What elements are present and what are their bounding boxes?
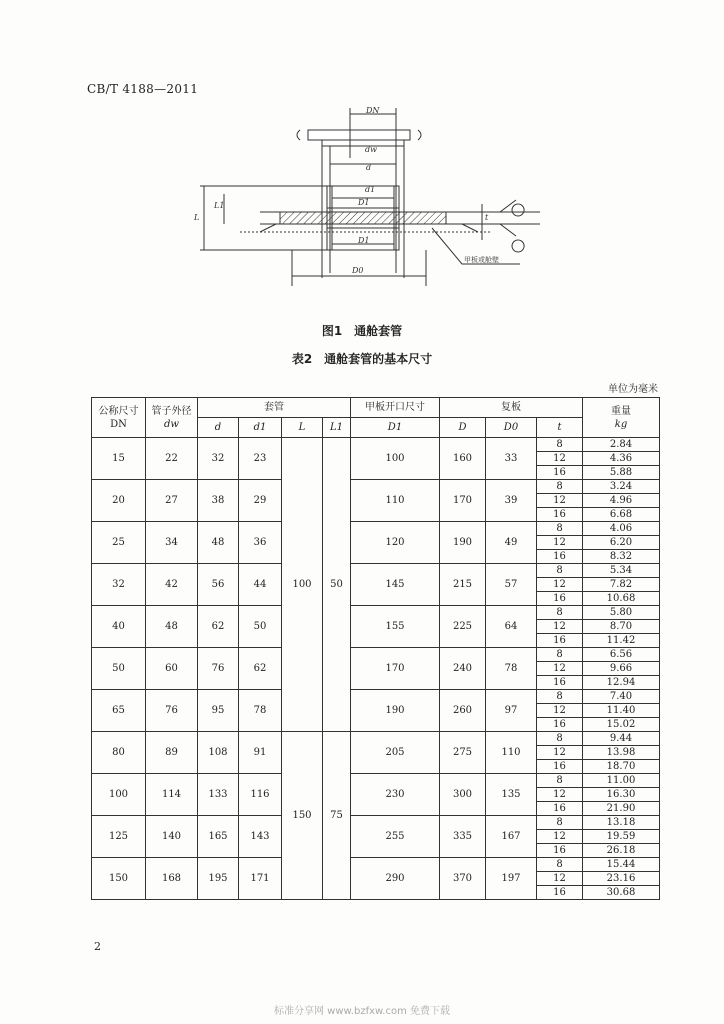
page-number: 2 bbox=[94, 940, 101, 953]
cell-dn: 32 bbox=[92, 564, 146, 606]
cell-dn: 50 bbox=[92, 648, 146, 690]
header-weight: 重量 kg bbox=[583, 398, 660, 438]
cell-t: 16 bbox=[537, 592, 583, 606]
header-D: D bbox=[440, 418, 486, 438]
cell-weight: 9.66 bbox=[583, 662, 660, 676]
cell-d: 62 bbox=[198, 606, 239, 648]
cell-dw: 114 bbox=[146, 774, 198, 816]
cell-t: 16 bbox=[537, 550, 583, 564]
cell-weight: 13.18 bbox=[583, 816, 660, 830]
cell-D1: 155 bbox=[351, 606, 440, 648]
table-caption: 表2 通舱套管的基本尺寸 bbox=[291, 352, 433, 366]
cell-weight: 16.30 bbox=[583, 788, 660, 802]
cell-D: 160 bbox=[440, 438, 486, 480]
dimension-table bbox=[91, 397, 660, 900]
cell-D0: 135 bbox=[486, 774, 537, 816]
cell-weight: 21.90 bbox=[583, 802, 660, 816]
table-row bbox=[92, 606, 660, 620]
cell-d1: 171 bbox=[239, 858, 282, 900]
cell-D0: 64 bbox=[486, 606, 537, 648]
cell-D: 240 bbox=[440, 648, 486, 690]
cell-t: 8 bbox=[537, 732, 583, 746]
header-D0: D0 bbox=[486, 418, 537, 438]
header-doubler: 复板 bbox=[440, 398, 583, 418]
figure-caption: 图1 通舱套管 bbox=[321, 324, 403, 338]
cell-D1: 110 bbox=[351, 480, 440, 522]
cell-dw: 60 bbox=[146, 648, 198, 690]
cell-weight: 11.42 bbox=[583, 634, 660, 648]
cell-t: 12 bbox=[537, 746, 583, 760]
cell-d: 56 bbox=[198, 564, 239, 606]
cell-weight: 10.68 bbox=[583, 592, 660, 606]
cell-weight: 5.80 bbox=[583, 606, 660, 620]
cell-weight: 6.68 bbox=[583, 508, 660, 522]
cell-D0: 39 bbox=[486, 480, 537, 522]
cell-dw: 22 bbox=[146, 438, 198, 480]
cell-D0: 78 bbox=[486, 648, 537, 690]
cell-weight: 7.40 bbox=[583, 690, 660, 704]
cell-t: 12 bbox=[537, 830, 583, 844]
cell-weight: 4.06 bbox=[583, 522, 660, 536]
table-row bbox=[92, 858, 660, 872]
cell-t: 8 bbox=[537, 816, 583, 830]
cell-t: 8 bbox=[537, 774, 583, 788]
label-L: L bbox=[194, 213, 200, 222]
cell-dn: 20 bbox=[92, 480, 146, 522]
cell-D0: 167 bbox=[486, 816, 537, 858]
unit-note: 单位为毫米 bbox=[608, 384, 658, 395]
cell-weight: 18.70 bbox=[583, 760, 660, 774]
cell-t: 16 bbox=[537, 718, 583, 732]
cell-t: 12 bbox=[537, 704, 583, 718]
cell-L-group-b: 150 bbox=[282, 732, 323, 900]
header-dn: 公称尺寸 DN bbox=[92, 398, 146, 438]
cell-d: 48 bbox=[198, 522, 239, 564]
cell-D0: 110 bbox=[486, 732, 537, 774]
cell-t: 8 bbox=[537, 438, 583, 452]
cell-weight: 11.00 bbox=[583, 774, 660, 788]
header-t: t bbox=[537, 418, 583, 438]
header-opening: 甲板开口尺寸 bbox=[351, 398, 440, 418]
label-D0: D0 bbox=[352, 266, 364, 275]
cell-D0: 49 bbox=[486, 522, 537, 564]
cell-t: 16 bbox=[537, 760, 583, 774]
cell-d: 133 bbox=[198, 774, 239, 816]
cell-weight: 4.96 bbox=[583, 494, 660, 508]
cell-D: 225 bbox=[440, 606, 486, 648]
cell-d1: 50 bbox=[239, 606, 282, 648]
cell-D0: 97 bbox=[486, 690, 537, 732]
cell-t: 12 bbox=[537, 662, 583, 676]
label-D1: D1 bbox=[358, 236, 370, 245]
cell-D0: 197 bbox=[486, 858, 537, 900]
cell-D1: 230 bbox=[351, 774, 440, 816]
cell-D1: 255 bbox=[351, 816, 440, 858]
cell-D: 190 bbox=[440, 522, 486, 564]
cell-t: 12 bbox=[537, 620, 583, 634]
cell-D: 335 bbox=[440, 816, 486, 858]
cell-weight: 26.18 bbox=[583, 844, 660, 858]
label-dn: DN bbox=[366, 106, 380, 115]
cell-dw: 76 bbox=[146, 690, 198, 732]
cell-D0: 33 bbox=[486, 438, 537, 480]
cell-L1-group-b: 75 bbox=[323, 732, 351, 900]
header-d1: d1 bbox=[239, 418, 282, 438]
cell-dw: 27 bbox=[146, 480, 198, 522]
cell-t: 16 bbox=[537, 886, 583, 900]
label-D1-top: D1 bbox=[358, 198, 370, 207]
cell-dw: 89 bbox=[146, 732, 198, 774]
cell-d: 32 bbox=[198, 438, 239, 480]
cell-dn: 15 bbox=[92, 438, 146, 480]
cell-weight: 5.34 bbox=[583, 564, 660, 578]
cell-d1: 23 bbox=[239, 438, 282, 480]
cell-weight: 30.68 bbox=[583, 886, 660, 900]
cell-d1: 29 bbox=[239, 480, 282, 522]
cell-d1: 44 bbox=[239, 564, 282, 606]
cell-t: 8 bbox=[537, 690, 583, 704]
cell-dn: 40 bbox=[92, 606, 146, 648]
cell-dw: 42 bbox=[146, 564, 198, 606]
table-row bbox=[92, 564, 660, 578]
cell-t: 8 bbox=[537, 648, 583, 662]
sleeve-drawing bbox=[194, 106, 560, 288]
label-t: t bbox=[485, 213, 489, 222]
table-row bbox=[92, 690, 660, 704]
cell-D: 170 bbox=[440, 480, 486, 522]
cell-d1: 116 bbox=[239, 774, 282, 816]
cell-weight: 3.24 bbox=[583, 480, 660, 494]
table-row bbox=[92, 648, 660, 662]
deck-plate bbox=[280, 212, 446, 224]
table-row bbox=[92, 438, 660, 452]
cell-weight: 8.70 bbox=[583, 620, 660, 634]
cell-d1: 36 bbox=[239, 522, 282, 564]
cell-dw: 140 bbox=[146, 816, 198, 858]
table-row bbox=[92, 522, 660, 536]
cell-t: 12 bbox=[537, 788, 583, 802]
cell-weight: 8.32 bbox=[583, 550, 660, 564]
cell-weight: 12.94 bbox=[583, 676, 660, 690]
cell-t: 8 bbox=[537, 606, 583, 620]
header-D1: D1 bbox=[351, 418, 440, 438]
cell-weight: 2.84 bbox=[583, 438, 660, 452]
cell-dw: 48 bbox=[146, 606, 198, 648]
cell-weight: 6.56 bbox=[583, 648, 660, 662]
cell-t: 12 bbox=[537, 494, 583, 508]
cell-D1: 100 bbox=[351, 438, 440, 480]
table-row bbox=[92, 480, 660, 494]
cell-t: 8 bbox=[537, 858, 583, 872]
cell-weight: 23.16 bbox=[583, 872, 660, 886]
cell-dn: 125 bbox=[92, 816, 146, 858]
cell-d: 95 bbox=[198, 690, 239, 732]
cell-t: 8 bbox=[537, 480, 583, 494]
label-d: d bbox=[366, 163, 372, 172]
cell-dn: 25 bbox=[92, 522, 146, 564]
cell-D1: 205 bbox=[351, 732, 440, 774]
cell-weight: 13.98 bbox=[583, 746, 660, 760]
cell-D: 275 bbox=[440, 732, 486, 774]
cell-t: 16 bbox=[537, 466, 583, 480]
cell-D: 300 bbox=[440, 774, 486, 816]
cell-dw: 168 bbox=[146, 858, 198, 900]
cell-weight: 19.59 bbox=[583, 830, 660, 844]
cell-d: 38 bbox=[198, 480, 239, 522]
cell-weight: 11.40 bbox=[583, 704, 660, 718]
label-L1: L1 bbox=[214, 201, 225, 210]
cell-D1: 145 bbox=[351, 564, 440, 606]
cell-weight: 5.88 bbox=[583, 466, 660, 480]
header-dw: 管子外径 dw bbox=[146, 398, 198, 438]
label-d1: d1 bbox=[365, 185, 376, 194]
pipe-flange bbox=[308, 130, 410, 140]
table-row bbox=[92, 774, 660, 788]
cell-dn: 150 bbox=[92, 858, 146, 900]
cell-t: 12 bbox=[537, 452, 583, 466]
cell-t: 16 bbox=[537, 508, 583, 522]
cell-d: 165 bbox=[198, 816, 239, 858]
cell-L-group-a: 100 bbox=[282, 438, 323, 732]
cell-weight: 9.44 bbox=[583, 732, 660, 746]
cell-d1: 91 bbox=[239, 732, 282, 774]
cell-t: 16 bbox=[537, 802, 583, 816]
cell-L1-group-a: 50 bbox=[323, 438, 351, 732]
cell-t: 16 bbox=[537, 844, 583, 858]
cell-weight: 15.02 bbox=[583, 718, 660, 732]
cell-d: 195 bbox=[198, 858, 239, 900]
standard-code: CB/T 4188—2011 bbox=[87, 82, 199, 96]
cell-t: 8 bbox=[537, 564, 583, 578]
cell-D1: 120 bbox=[351, 522, 440, 564]
cell-t: 16 bbox=[537, 676, 583, 690]
cell-t: 16 bbox=[537, 634, 583, 648]
cell-dn: 100 bbox=[92, 774, 146, 816]
cell-dn: 80 bbox=[92, 732, 146, 774]
cell-D0: 57 bbox=[486, 564, 537, 606]
cell-weight: 4.36 bbox=[583, 452, 660, 466]
cell-d: 108 bbox=[198, 732, 239, 774]
header-sleeve: 套管 bbox=[198, 398, 351, 418]
cell-weight: 15.44 bbox=[583, 858, 660, 872]
cell-weight: 6.20 bbox=[583, 536, 660, 550]
cell-t: 12 bbox=[537, 872, 583, 886]
cell-d1: 62 bbox=[239, 648, 282, 690]
cell-d1: 143 bbox=[239, 816, 282, 858]
cell-D: 370 bbox=[440, 858, 486, 900]
cell-d1: 78 bbox=[239, 690, 282, 732]
header-d: d bbox=[198, 418, 239, 438]
cell-D: 260 bbox=[440, 690, 486, 732]
cell-D1: 190 bbox=[351, 690, 440, 732]
cell-weight: 7.82 bbox=[583, 578, 660, 592]
cell-D: 215 bbox=[440, 564, 486, 606]
cell-t: 8 bbox=[537, 522, 583, 536]
label-dw: dw bbox=[365, 145, 377, 154]
cell-D1: 170 bbox=[351, 648, 440, 690]
cell-dn: 65 bbox=[92, 690, 146, 732]
cell-t: 12 bbox=[537, 578, 583, 592]
cell-dw: 34 bbox=[146, 522, 198, 564]
label-plate: 甲板或舱壁 bbox=[464, 256, 499, 264]
cell-d: 76 bbox=[198, 648, 239, 690]
header-L1: L1 bbox=[323, 418, 351, 438]
cell-t: 12 bbox=[537, 536, 583, 550]
table-row bbox=[92, 816, 660, 830]
footer-watermark: 标准分享网 www.bzfxw.com 免费下载 bbox=[274, 1006, 450, 1017]
cell-D1: 290 bbox=[351, 858, 440, 900]
header-L: L bbox=[282, 418, 323, 438]
table-row bbox=[92, 732, 660, 746]
